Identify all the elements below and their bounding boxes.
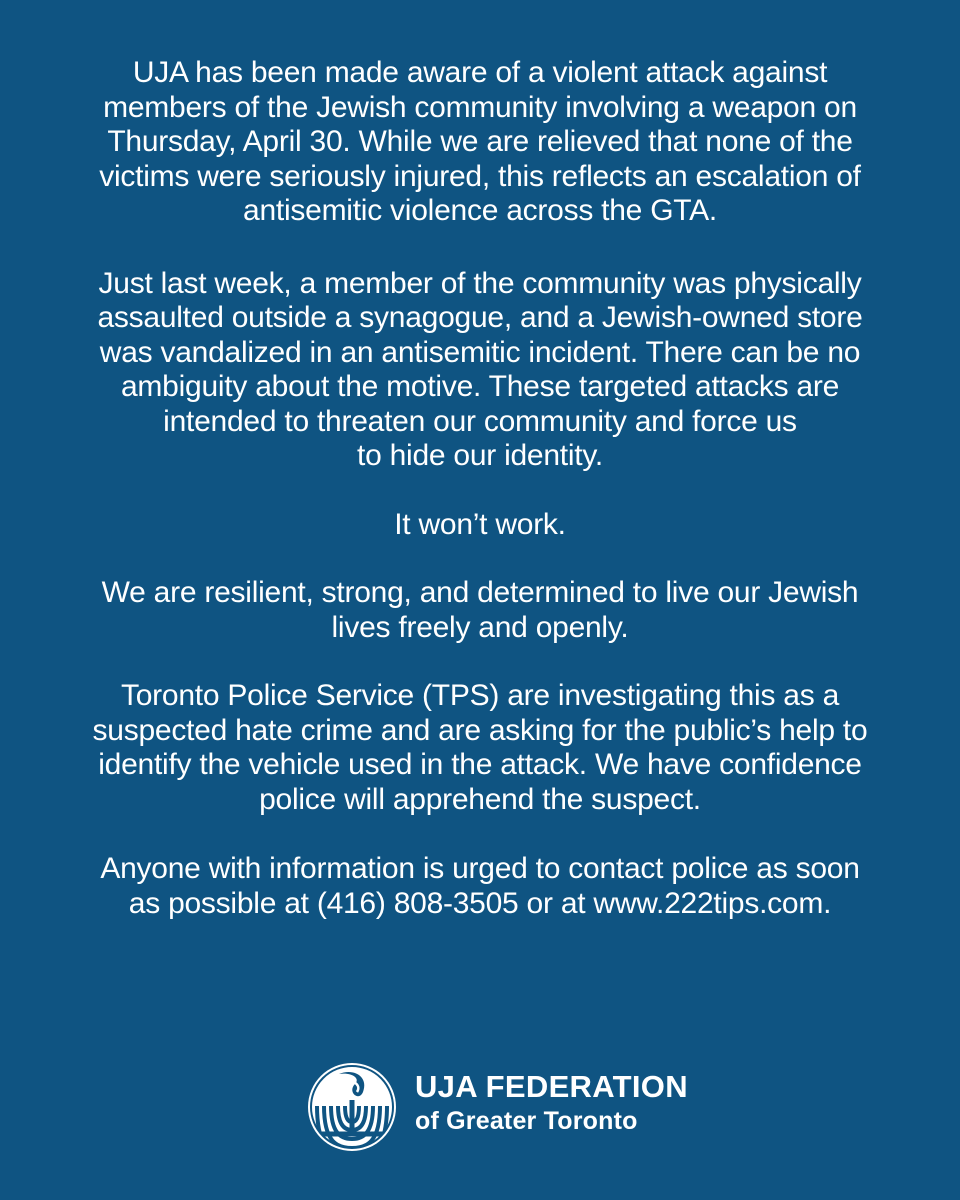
text-line: police will apprehend the suspect. [259,782,701,816]
text-line: ambiguity about the motive. These targeted attacks are [120,370,840,403]
paragraph-contact-info [40,852,920,921]
text-line: victims were seriously injured, this reflects an escalation of [99,159,861,193]
text-line: to hide our identity. [356,439,603,472]
text-line: antisemitic violence across the GTA. [243,194,717,227]
text-line: Just last week, a member of the community was physically [98,266,862,300]
paragraph-police-investigation [40,679,920,817]
text-line: as possible at (416) 808-3505 or at www.222tips.com. [128,886,832,920]
text-line: identify the vehicle used in the attack. We have confidence [98,748,862,781]
text-line: lives freely and openly. [331,610,629,644]
text-line: intended to threaten our community and force us [163,404,797,438]
text-line: It won’t work. [394,507,566,541]
text-line: suspected hate crime and are asking for the public’s help to [92,713,868,747]
text-line: members of the Jewish community involving a weapon on [103,90,857,124]
text-line: Thursday, April 30. While we are relieved that none of the [107,125,853,158]
paragraph-wont-work [40,508,920,543]
logo-wordmark [415,1070,688,1138]
statement-body [40,56,920,921]
paragraph-resilience [40,576,920,645]
text-line: UJA has been made aware of a violent attack against [132,56,828,89]
text-line: Anyone with information is urged to contact police as soon [100,852,860,885]
text-line: assaulted outside a synagogue, and a Jewish-owned store [97,301,863,334]
uja-federation-logo [307,1062,688,1152]
text-line: was vandalized in an antisemitic incident. There can be no [99,335,861,369]
text-line: We are resilient, strong, and determined to live our Jewish [101,576,859,609]
text-line: Toronto Police Service (TPS) are investigating this as a [121,679,839,712]
paragraph-attack-report [40,56,920,229]
menorah-circle-icon [307,1062,397,1152]
paragraph-previous-incidents [40,267,920,474]
org-subtitle: of Greater Toronto [415,1107,638,1135]
org-name: UJA FEDERATION [415,1069,688,1104]
